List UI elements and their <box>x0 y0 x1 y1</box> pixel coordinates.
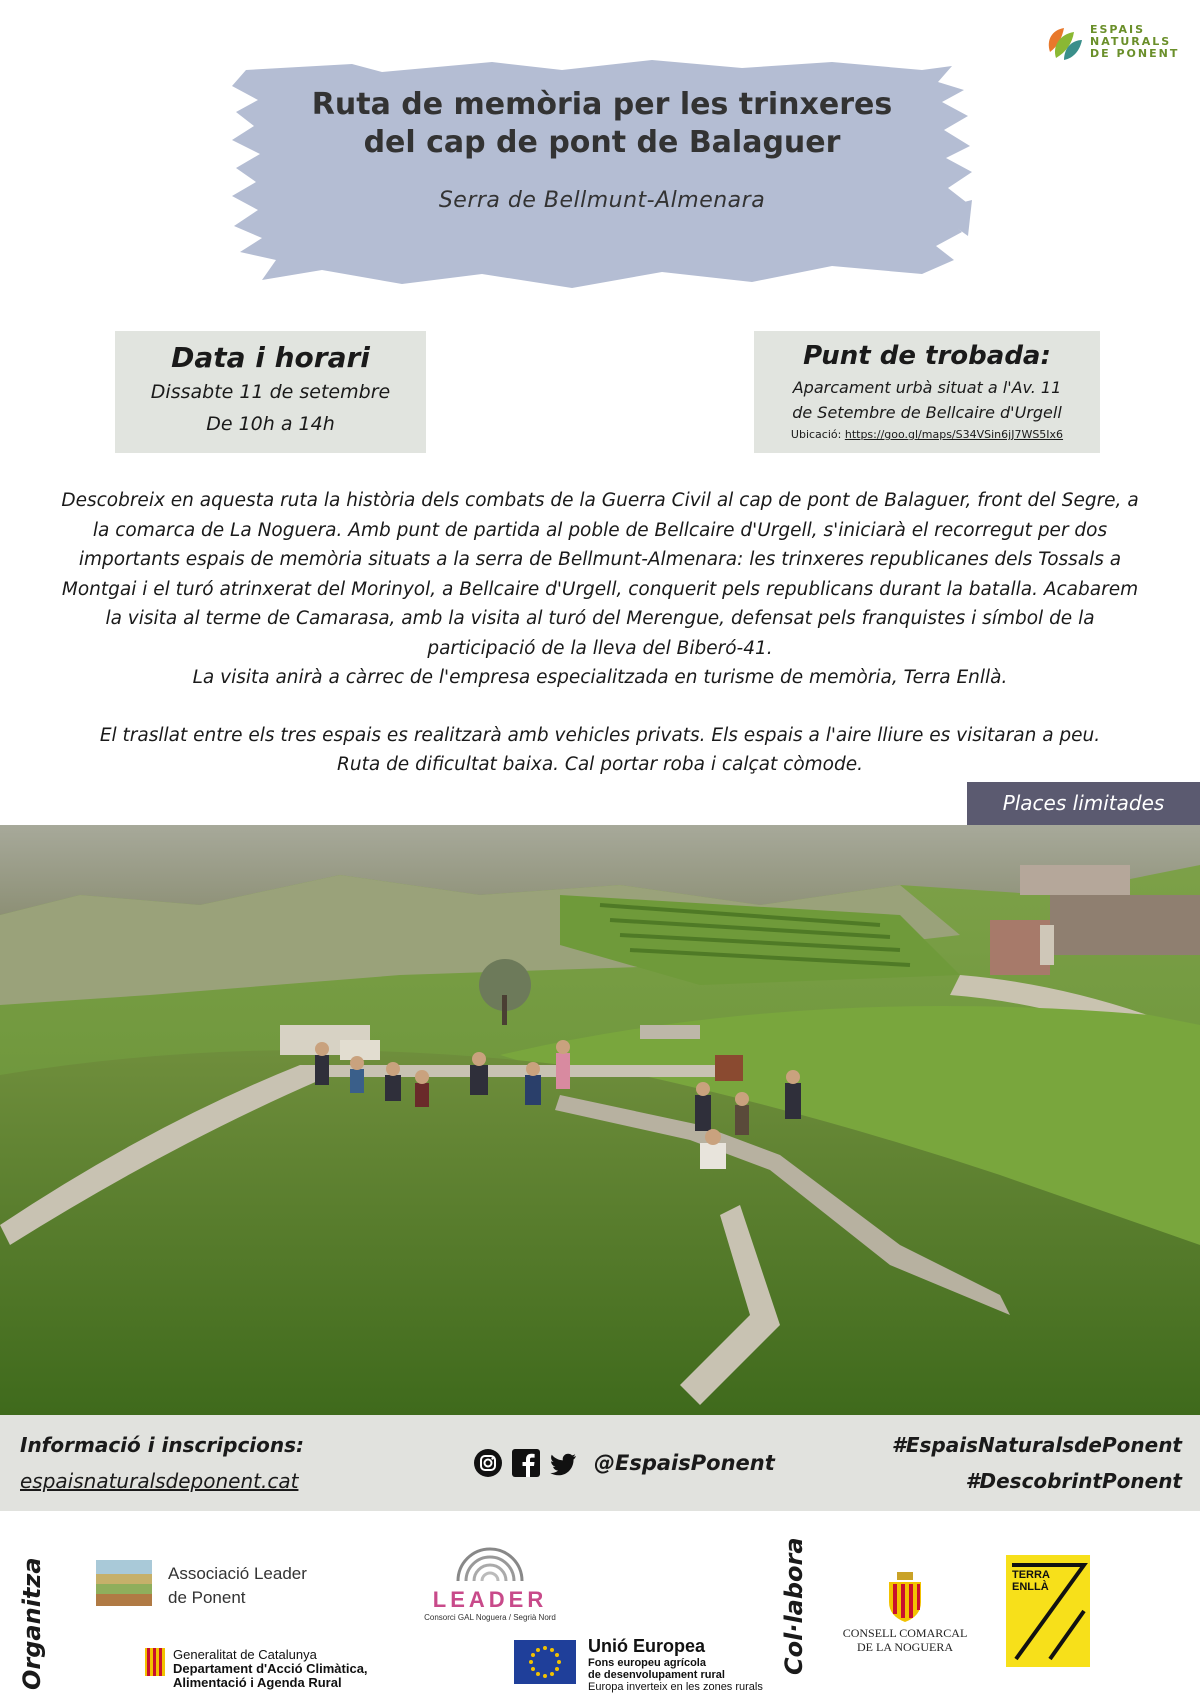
description <box>60 486 1140 780</box>
date-line: Dissabte 11 de setembre <box>150 381 391 403</box>
eu-line-2: Fons europeu agrícola <box>588 1657 706 1669</box>
eu-line-3: de desenvolupament rural <box>588 1669 725 1681</box>
social-handle[interactable]: @EspaisPonent <box>594 1451 775 1475</box>
date-box <box>115 331 426 453</box>
website-link[interactable]: espaisnaturalsdeponent.cat <box>20 1469 299 1493</box>
description-paragraph-1: Descobreix en aquesta ruta la història dels combats de la Guerra Civil al cap de pont de Balaguer, front del Segre, a la comarca de La Noguera. Amb punt de partida al poble de Bellcaire d'Urgell, s'iniciarà el recorregut per dos importants espais de memòria situats a la serra de Bellmunt-Almenara: les trinxeres republicanes dels Tossals a Montgai i el turó atrinxerat del Morinyol, a Bellcaire d'Urgell, conquerit pels republicans durant la batalla. Acabarem la visita al terme de Camarasa, amb la visita al turó del Merengue, defensat pels franquistes i símbol de la participació de la lleva del Biberó-41. <box>61 490 1139 659</box>
location-link[interactable]: https://goo.gl/maps/S34VSin6jJ7WS5Ix6 <box>844 428 1064 441</box>
noguera-shield-icon <box>885 1572 925 1622</box>
terra-arrow-icon <box>1006 1555 1090 1667</box>
title-banner <box>232 60 972 290</box>
eu-flag-icon <box>514 1640 576 1684</box>
leader-arcs-icon <box>450 1535 530 1583</box>
meeting-line-2: de Setembre de Bellcaire d'Urgell <box>792 403 1062 422</box>
leader-assoc-line-1: Associació Leader <box>168 1564 307 1583</box>
places-limited-tag: Places limitades <box>967 782 1200 825</box>
gencat-line-1: Generalitat de Catalunya <box>173 1647 317 1662</box>
meeting-line-1: Aparcament urbà situat a l'Av. 11 <box>792 378 1062 397</box>
info-band <box>0 1415 1200 1511</box>
consell-line-2: DE LA NOGUERA <box>857 1640 953 1654</box>
page-subtitle: Serra de Bellmunt-Almenara <box>438 188 766 213</box>
eu-logo <box>514 1636 774 1692</box>
terra-enlla-logo <box>1006 1555 1090 1667</box>
logo-line-3: DE PONENT <box>1090 47 1180 60</box>
landscape-photo <box>0 825 1200 1415</box>
facebook-icon[interactable] <box>512 1449 540 1477</box>
hashtag-2: #DescobrintPonent <box>965 1469 1182 1493</box>
info-label: Informació i inscripcions: <box>20 1433 305 1457</box>
espais-naturals-logo <box>1044 18 1184 64</box>
title-line-1: Ruta de memòria per les trinxeres <box>311 87 893 122</box>
generalitat-logo <box>145 1648 415 1692</box>
leaf-logo-icon <box>1044 22 1086 64</box>
terra-line-2: ENLLÀ <box>1012 1581 1049 1593</box>
gencat-line-3: Alimentació i Agenda Rural <box>173 1675 342 1690</box>
meeting-point-box <box>754 331 1100 453</box>
leader-sub: Consorci GAL Noguera / Segrià Nord <box>424 1613 556 1622</box>
leader-word: LEADER <box>432 1587 548 1612</box>
catalan-flag-icon <box>145 1648 165 1676</box>
landscape-logo-icon <box>96 1560 152 1606</box>
time-line: De 10h a 14h <box>206 413 335 435</box>
organitza-label: Organitza <box>18 1557 46 1690</box>
gencat-line-2: Departament d'Acció Climàtica, <box>173 1661 368 1676</box>
consell-comarcal-logo <box>840 1572 970 1662</box>
logo-line-2: NATURALS <box>1090 35 1172 48</box>
location-label: Ubicació: <box>790 428 842 441</box>
trench-landscape-image <box>0 825 1200 1415</box>
instagram-icon[interactable] <box>474 1449 502 1477</box>
consell-line-1: CONSELL COMARCAL <box>842 1626 968 1640</box>
leader-logo <box>420 1535 560 1627</box>
collabora-label: Col·labora <box>780 1537 808 1675</box>
description-paragraph-3: El trasllat entre els tres espais es realitzarà amb vehicles privats. Els espais a l'aire lliure es visitaran a peu. <box>99 724 1101 746</box>
title-line-2: del cap de pont de Balaguer <box>363 125 841 160</box>
leader-assoc-line-2: de Ponent <box>168 1588 246 1607</box>
description-paragraph-2: La visita anirà a càrrec de l'empresa especialitzada en turisme de memòria, Terra Enllà. <box>192 667 1008 688</box>
logo-line-1: ESPAIS <box>1090 23 1146 36</box>
meeting-heading: Punt de trobada: <box>803 341 1051 371</box>
social-handles <box>474 1446 775 1480</box>
twitter-icon[interactable] <box>550 1449 578 1477</box>
eu-line-1: Unió Europea <box>588 1636 706 1656</box>
leader-ponent-logo <box>96 1560 316 1610</box>
terra-line-1: TERRA <box>1012 1569 1050 1581</box>
hashtag-1: #EspaisNaturalsdePonent <box>891 1433 1182 1457</box>
date-heading: Data i horari <box>171 341 370 374</box>
page-title <box>232 86 972 162</box>
eu-line-4: Europa inverteix en les zones rurals <box>588 1681 763 1693</box>
description-paragraph-4: Ruta de dificultat baixa. Cal portar roba i calçat còmode. <box>337 754 863 775</box>
